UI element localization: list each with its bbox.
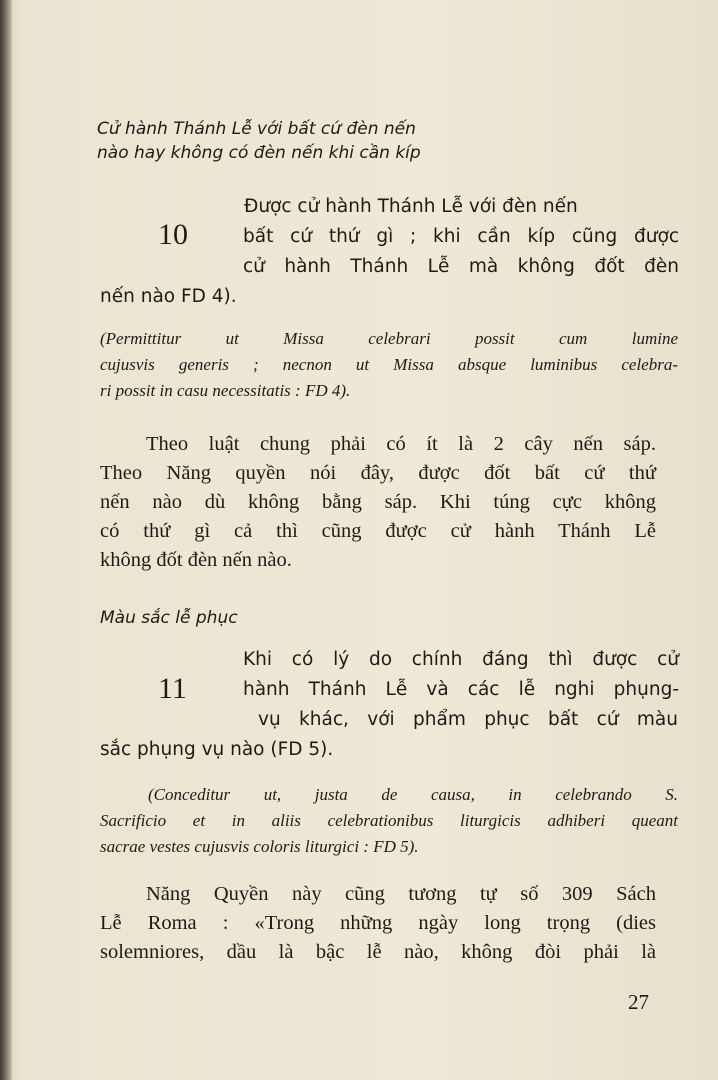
page-number: 27	[628, 990, 649, 1014]
latin-text-10	[100, 326, 678, 404]
latin-line: (Conceditur ut, justa de causa, in celebrando S.	[148, 785, 678, 804]
commentary-10	[100, 430, 656, 575]
commentary-line: Năng Quyền này cũng tương tự số 309 Sách	[146, 883, 656, 905]
faculty-10-text	[243, 192, 679, 282]
section-heading-vestment-colors	[100, 606, 660, 630]
faculty-number-10: 10	[158, 218, 188, 251]
text-line: hành Thánh Lễ và các lễ nghi phụng-	[243, 679, 679, 700]
latin-text-11	[100, 782, 678, 860]
commentary-11	[100, 880, 656, 967]
latin-line: ri possit in casu necessitatis : FD 4).	[100, 381, 351, 400]
latin-line: cujusvis generis ; necnon ut Missa absque luminibus celebra-	[100, 355, 678, 374]
commentary-line: Lễ Roma : «Trong những ngày long trọng (dies	[100, 912, 656, 934]
faculty-10-text-tail: nến nào FD 4).	[100, 286, 237, 307]
latin-line: sacrae vestes cujusvis coloris liturgici : FD 5).	[100, 837, 419, 856]
faculty-11-text-tail: sắc phụng vụ nào (FD 5).	[100, 739, 334, 760]
heading-line: Cử hành Thánh Lễ với bất cứ đèn nến	[97, 119, 416, 139]
faculty-11-text-cont	[258, 705, 678, 735]
commentary-line: Theo luật chung phải có ít là 2 cây nến sáp.	[146, 433, 656, 455]
commentary-line: Theo Năng quyền nói đây, được đốt bất cứ thứ	[100, 462, 656, 484]
heading-line: Màu sắc lễ phục	[100, 608, 238, 628]
section-heading-candles	[97, 117, 657, 165]
commentary-line: nến nào dù không bằng sáp. Khi túng cực không	[100, 491, 656, 513]
text-line: Được cử hành Thánh Lễ với đèn nến	[244, 196, 578, 217]
text-line: Khi có lý do chính đáng thì được cử	[243, 649, 679, 670]
text-line: cử hành Thánh Lễ mà không đốt đèn	[243, 256, 679, 277]
latin-line: Sacrificio et in aliis celebrationibus liturgicis adhiberi queant	[100, 811, 678, 830]
text-line: vụ khác, với phẩm phục bất cứ màu	[258, 709, 678, 730]
book-gutter-shadow	[0, 0, 12, 1080]
heading-line: nào hay không có đèn nến khi cần kíp	[97, 143, 421, 163]
faculty-number-11: 11	[158, 672, 187, 705]
latin-line: (Permittitur ut Missa celebrari possit cum lumine	[100, 329, 678, 348]
commentary-line: có thứ gì cả thì cũng được cử hành Thánh Lễ	[100, 520, 656, 542]
text-line: bất cứ thứ gì ; khi cần kíp cũng được	[243, 226, 679, 247]
commentary-line: solemniores, dầu là bậc lễ nào, không đòi phải là	[100, 941, 656, 963]
faculty-11-text	[243, 645, 679, 705]
commentary-line: không đốt đèn nến nào.	[100, 549, 292, 571]
